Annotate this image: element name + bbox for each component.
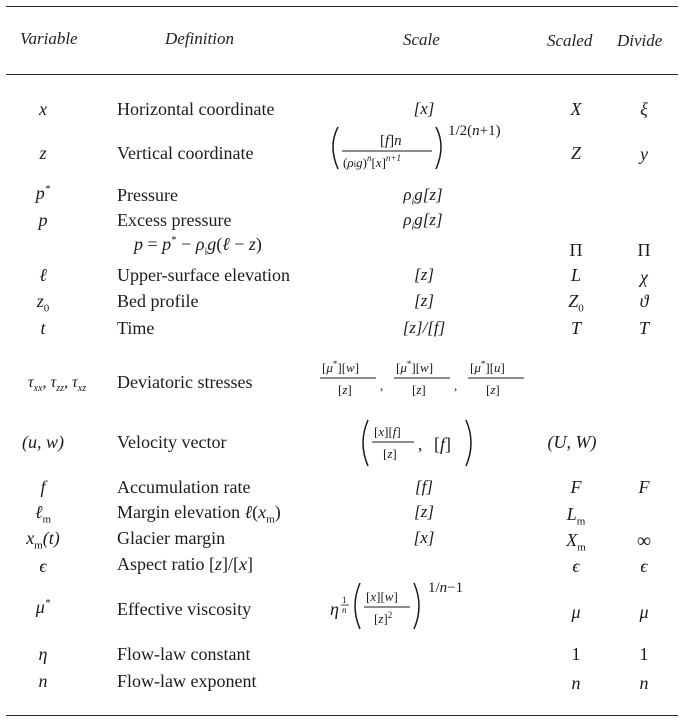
row-scaled: n bbox=[571, 673, 581, 693]
row-variable: $\tau_{xx}$, $\tau_{zz}$, $\tau_{xz}$ bbox=[27, 374, 87, 395]
row-variable: η bbox=[38, 644, 48, 664]
svg-text:n: n bbox=[342, 605, 347, 615]
top-rule bbox=[6, 6, 678, 7]
header-definition: Definition bbox=[165, 29, 234, 48]
row-scale: [z]/[f] bbox=[402, 318, 446, 337]
row-divide: ϑ bbox=[639, 291, 649, 311]
svg-text:1/2(n+1): 1/2(n+1) bbox=[448, 123, 501, 139]
row-scale: $\rho_ig[z]$ bbox=[403, 210, 443, 233]
row-definition: Excess pressure bbox=[117, 210, 232, 230]
row-variable: t bbox=[40, 318, 46, 338]
row-scaled: Π bbox=[569, 240, 583, 260]
row-definition: Accumulation rate bbox=[117, 477, 251, 497]
row-scale-formula bbox=[356, 414, 496, 472]
svg-text:,: , bbox=[454, 378, 458, 393]
row-variable: n bbox=[38, 671, 48, 691]
row-variable: f bbox=[40, 477, 46, 497]
header-variable: Variable bbox=[20, 29, 78, 48]
header-scale: Scale bbox=[403, 30, 440, 49]
row-scaled: Z bbox=[570, 143, 582, 163]
row-variable: p* bbox=[35, 183, 51, 203]
row-scaled: $L_m$ bbox=[566, 504, 586, 528]
row-scale-formula bbox=[316, 354, 536, 404]
row-variable: $z_0$ bbox=[36, 291, 50, 315]
row-scale: [f] bbox=[415, 477, 433, 496]
row-variable: ϵ bbox=[39, 556, 47, 576]
row-divide: ξ bbox=[640, 99, 648, 119]
svg-text:[μ*][u]: [μ*][u] bbox=[470, 359, 505, 375]
row-divide: Π bbox=[637, 240, 651, 260]
row-variable: p bbox=[38, 210, 48, 230]
row-variable: μ* bbox=[35, 597, 51, 617]
row-variable: x bbox=[39, 99, 47, 119]
row-definition: Effective viscosity bbox=[117, 599, 252, 619]
svg-text:[z]: [z] bbox=[338, 382, 352, 397]
row-divide: ϵ bbox=[640, 556, 648, 576]
row-scaled: μ bbox=[571, 602, 581, 622]
svg-text:[x][f]: [x][f] bbox=[374, 424, 401, 439]
row-definition: Vertical coordinate bbox=[117, 143, 254, 163]
row-divide: y bbox=[640, 144, 648, 164]
row-scaled: $X_m$ bbox=[566, 530, 586, 554]
row-definition: Horizontal coordinate bbox=[117, 99, 275, 119]
svg-text:η: η bbox=[330, 599, 339, 619]
svg-text:[z]: [z] bbox=[412, 382, 426, 397]
svg-text:(ρig)n[x]n+1: $(\rho ig)^n[x]^{n+1}$ bbox=[343, 153, 401, 170]
svg-text:[z]: [z] bbox=[383, 446, 397, 461]
row-scale: $\rho_ig[z]$ bbox=[403, 185, 443, 208]
row-definition-equation: $p = p^* - \rho_ig(\ell - z)$ bbox=[134, 234, 262, 258]
row-definition: Margin elevation $\ell(x_m)$ bbox=[117, 502, 281, 526]
row-scale: [x] bbox=[413, 99, 435, 118]
row-divide: T bbox=[638, 318, 650, 338]
header-rule bbox=[6, 74, 678, 75]
row-scaled: F bbox=[570, 477, 582, 497]
row-scale: [z] bbox=[414, 502, 434, 521]
row-definition: Time bbox=[117, 318, 155, 338]
svg-text:[μ*][w]: [μ*][w] bbox=[322, 359, 360, 375]
row-scaled: ϵ bbox=[572, 556, 580, 576]
row-definition: Velocity vector bbox=[117, 432, 227, 452]
row-scaled: (U, W) bbox=[547, 432, 597, 452]
svg-text:,: , bbox=[380, 378, 384, 393]
header-scaled: Scaled bbox=[547, 31, 593, 50]
row-scale-formula bbox=[330, 575, 520, 633]
row-variable: ℓ$_m$ bbox=[34, 502, 52, 526]
row-divide: n bbox=[639, 673, 649, 693]
row-scaled: X bbox=[570, 99, 582, 119]
svg-text:[z]: [z] bbox=[486, 382, 500, 397]
row-scaled: T bbox=[570, 318, 582, 338]
svg-text:1/n−1: 1/n−1 bbox=[428, 580, 464, 596]
row-divide: χ bbox=[640, 267, 648, 287]
svg-text:[f]n: [f]n bbox=[380, 133, 402, 149]
row-scale: [z] bbox=[414, 265, 434, 284]
row-divide: μ bbox=[639, 602, 649, 622]
row-definition: Flow-law constant bbox=[117, 644, 251, 664]
svg-text:1: 1 bbox=[342, 595, 347, 605]
row-variable: z bbox=[39, 143, 47, 163]
row-divide: ∞ bbox=[636, 530, 652, 552]
row-scaled: L bbox=[570, 265, 582, 285]
row-scaled: $Z_0$ bbox=[568, 291, 584, 315]
row-scale-formula bbox=[326, 115, 516, 177]
row-definition: Pressure bbox=[117, 185, 178, 205]
row-definition: Upper-surface elevation bbox=[117, 265, 291, 285]
svg-text:,: , bbox=[418, 435, 423, 454]
row-definition: Bed profile bbox=[117, 291, 199, 311]
row-divide: F bbox=[638, 477, 650, 497]
row-definition: Flow-law exponent bbox=[117, 671, 257, 691]
row-variable: $x_m(t)$ bbox=[26, 528, 60, 552]
row-definition: Glacier margin bbox=[117, 528, 226, 548]
row-definition: Aspect ratio [z]/[x] bbox=[117, 554, 253, 574]
header-divide: Divide bbox=[617, 31, 663, 50]
row-divide: 1 bbox=[639, 644, 649, 664]
row-variable: (u, w) bbox=[22, 432, 64, 452]
svg-text:[z]2: $[z]^2$ bbox=[374, 610, 393, 626]
row-scale: [x] bbox=[413, 528, 435, 547]
row-definition: Deviatoric stresses bbox=[117, 372, 253, 392]
row-scale: [z] bbox=[414, 291, 434, 310]
row-variable: ℓ bbox=[39, 265, 47, 285]
bottom-rule bbox=[6, 715, 678, 716]
row-scaled: 1 bbox=[571, 644, 581, 664]
svg-text:[μ*][w]: [μ*][w] bbox=[396, 359, 434, 375]
svg-text:[f]: [f] bbox=[434, 434, 452, 454]
svg-text:[x][w]: [x][w] bbox=[366, 589, 398, 604]
